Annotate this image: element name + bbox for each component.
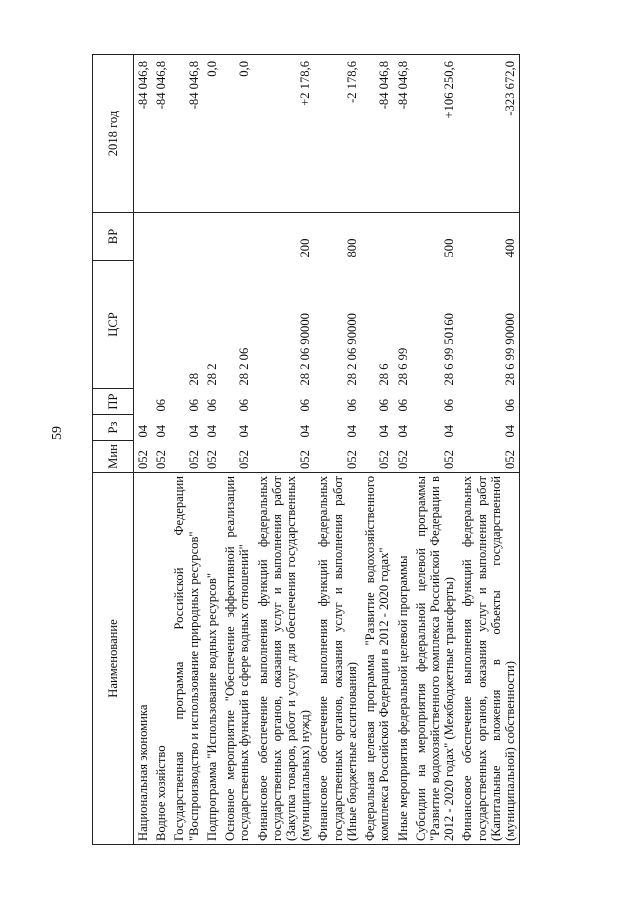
row-rz: 04 <box>344 424 359 438</box>
table-row <box>314 55 361 845</box>
table-header-row <box>93 55 134 845</box>
row-vr: 400 <box>458 213 519 261</box>
row-csr: 28 2 <box>204 363 219 386</box>
row-rz: 04 <box>237 424 252 438</box>
row-vr: 500 <box>442 238 457 258</box>
row-csr: 28 6 99 90000 <box>458 261 519 389</box>
row-value: 0,0 <box>203 55 221 213</box>
row-value: -84 046,8 <box>152 55 170 213</box>
header-vr: ВР <box>93 213 134 261</box>
header-year: 2018 год <box>93 55 134 213</box>
row-min: 052 <box>136 450 150 469</box>
row-vr <box>221 213 253 261</box>
row-rz: 04 <box>186 424 201 438</box>
header-pr: ПР <box>93 389 134 415</box>
header-name: Наименование <box>93 473 134 845</box>
budget-table <box>92 54 520 845</box>
row-value: -84 046,8 <box>394 55 412 213</box>
row-min: 052 <box>377 450 392 469</box>
row-rz: 04 <box>204 424 219 438</box>
row-vr <box>170 213 202 261</box>
header-min: Мин <box>93 441 134 473</box>
row-name: Национальная экономика <box>134 473 153 845</box>
row-value: +106 250,6 <box>412 55 459 213</box>
row-name: Основное мероприятие "Обеспечение эффективной реализации государственных функций в сфере водных отношений" <box>221 473 253 845</box>
row-name: Федеральная целевая программа "Развитие водохозяйственного комплекса Российской Федерации в 2012 - 2020 годах" <box>361 473 393 845</box>
row-value: -84 046,8 <box>134 55 153 213</box>
row-rz: 04 <box>298 424 313 438</box>
row-value: -323 672,0 <box>458 55 519 213</box>
row-pr: 06 <box>237 398 252 412</box>
row-vr: 200 <box>298 238 313 258</box>
header-rz: Рз <box>93 415 134 441</box>
page-number: 59 <box>50 426 65 440</box>
row-csr: 28 6 <box>377 363 392 386</box>
row-rz: 04 <box>395 424 410 438</box>
table-row <box>412 55 459 845</box>
row-pr: 06 <box>377 398 392 412</box>
row-rz: 04 <box>377 424 392 438</box>
row-csr: 28 2 06 90000 <box>298 313 313 386</box>
row-vr <box>203 213 221 261</box>
row-rz: 04 <box>136 424 150 438</box>
row-min: 052 <box>395 450 410 469</box>
row-csr: 28 6 99 <box>395 347 410 386</box>
row-vr <box>134 213 153 261</box>
row-csr: 28 2 06 <box>237 347 252 386</box>
table-row <box>361 55 393 845</box>
row-pr: 06 <box>442 398 457 412</box>
row-rz: 04 <box>442 424 457 438</box>
row-value: -84 046,8 <box>170 55 202 213</box>
table-row <box>170 55 202 845</box>
row-name: Финансовое обеспечение выполнения функций федеральных государственных органов, оказания услуг и выполнения работ (Закупка товаров, работ и услуг для обеспечения государственных (муниципальных) нужд) <box>254 473 315 845</box>
row-value: -84 046,8 <box>361 55 393 213</box>
row-min: 052 <box>344 450 359 469</box>
table-row <box>394 55 412 845</box>
row-name: Водное хозяйство <box>152 473 170 845</box>
row-vr <box>394 213 412 261</box>
table-row <box>458 55 519 845</box>
table-row <box>152 55 170 845</box>
row-pr: 06 <box>298 398 313 412</box>
row-rz: 04 <box>154 424 169 438</box>
row-vr <box>152 213 170 261</box>
row-pr: 06 <box>154 398 169 412</box>
table-row <box>254 55 315 845</box>
row-pr: 06 <box>204 398 219 412</box>
row-name: Подпрограмма "Использование водных ресурсов" <box>203 473 221 845</box>
row-pr: 06 <box>395 398 410 412</box>
table-row <box>134 55 153 845</box>
row-min: 052 <box>298 450 313 469</box>
row-vr: 800 <box>344 238 359 258</box>
row-name: Иные мероприятия федеральной целевой программы <box>394 473 412 845</box>
row-pr <box>134 389 153 415</box>
row-min: 052 <box>204 450 219 469</box>
row-min: 052 <box>458 441 519 473</box>
row-csr: 28 <box>186 372 201 386</box>
row-name: Государственная программа Российской Федерации "Воспроизводство и использование природных ресурсов" <box>170 473 202 845</box>
row-name: Финансовое обеспечение выполнения функций федеральных государственных органов, оказания услуг и выполнения работ (Капитальные вложения в объекты государственной (муниципальной) собственности) <box>458 473 519 845</box>
row-pr: 06 <box>344 398 359 412</box>
row-vr <box>361 213 393 261</box>
row-value: 0,0 <box>221 55 253 213</box>
row-csr <box>152 261 170 389</box>
row-pr: 06 <box>186 398 201 412</box>
row-min: 052 <box>237 450 252 469</box>
row-value: -2 178,6 <box>314 55 361 213</box>
row-csr: 28 2 06 90000 <box>344 313 359 386</box>
table-row <box>221 55 253 845</box>
row-rz: 04 <box>458 415 519 441</box>
table-row <box>203 55 221 845</box>
row-csr <box>134 261 153 389</box>
row-pr: 06 <box>458 389 519 415</box>
row-min: 052 <box>442 450 457 469</box>
row-min: 052 <box>186 450 201 469</box>
row-name: Финансовое обеспечение выполнения функций федеральных государственных органов, оказания услуг и выполнения работ (Иные бюджетные ассигнования) <box>314 473 361 845</box>
header-csr: ЦСР <box>93 261 134 389</box>
rotated-page <box>92 55 627 845</box>
row-min: 052 <box>154 450 169 469</box>
row-value: +2 178,6 <box>254 55 315 213</box>
row-name: Субсидии на мероприятия федеральной целевой программы "Развитие водохозяйственного комплекса Российской Федерации в 2012 - 2020 годах" (Межбюджетные трансферты) <box>412 473 459 845</box>
row-csr: 28 6 99 50160 <box>442 313 457 386</box>
